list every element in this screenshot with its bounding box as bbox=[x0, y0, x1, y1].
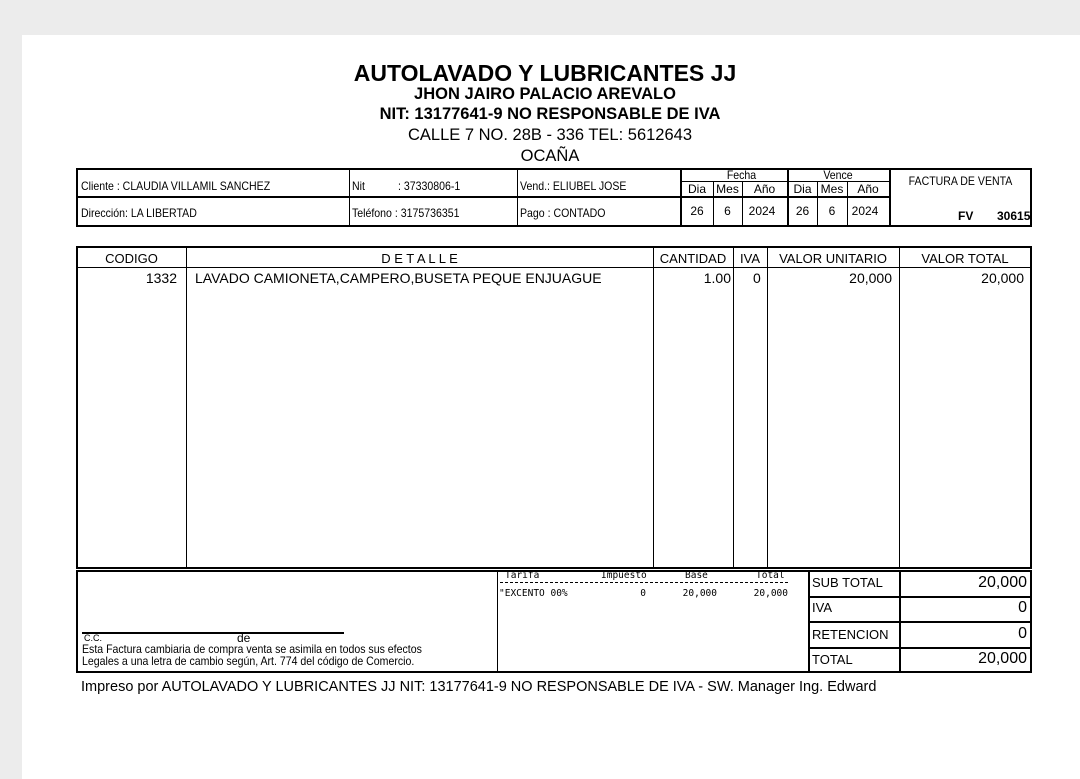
col-valor-unitario: VALOR UNITARIO bbox=[779, 251, 887, 266]
col-iva: IVA bbox=[740, 251, 760, 266]
tax-col-total: Total bbox=[756, 570, 785, 581]
vence-anio-header: Año bbox=[857, 182, 879, 196]
total-value: 20,000 bbox=[978, 650, 1027, 667]
tax-total: 20,000 bbox=[753, 588, 788, 599]
tax-col-base: Base bbox=[685, 570, 708, 581]
retencion-value: 0 bbox=[1018, 625, 1027, 642]
vence-mes: 6 bbox=[828, 204, 836, 218]
vence-anio: 2024 bbox=[851, 204, 879, 218]
vendedor: Vend.: ELIUBEL JOSE bbox=[520, 179, 627, 193]
pago: Pago : CONTADO bbox=[520, 206, 606, 220]
signature-line bbox=[82, 632, 344, 634]
tax-tarifa: "EXCENTO 00% bbox=[499, 588, 568, 599]
iva-label: IVA bbox=[812, 600, 832, 615]
items-table bbox=[76, 246, 1032, 569]
fecha-mes-header: Mes bbox=[716, 182, 739, 196]
retencion-label: RETENCION bbox=[812, 627, 889, 642]
item-detalle: LAVADO CAMIONETA,CAMPERO,BUSETA PEQUE ENJUAGUE bbox=[195, 270, 602, 286]
cc-label: C.C. bbox=[84, 633, 102, 643]
col-codigo: CODIGO bbox=[105, 251, 158, 266]
city: OCAÑA bbox=[520, 147, 580, 165]
cliente-label: Cliente bbox=[81, 179, 114, 193]
col-valor-total: VALOR TOTAL bbox=[921, 251, 1009, 266]
subtotal-label: SUB TOTAL bbox=[812, 575, 883, 590]
tax-base: 20,000 bbox=[682, 588, 717, 599]
legal-text-2: Legales a una letra de cambio según, Art. 774 del código de Comercio. bbox=[82, 654, 415, 668]
total-label: TOTAL bbox=[812, 652, 853, 667]
company-name: AUTOLAVADO Y LUBRICANTES JJ bbox=[353, 60, 737, 86]
cliente-value: : CLAUDIA VILLAMIL SANCHEZ bbox=[116, 179, 271, 193]
tax-col-tarifa: Tarifa bbox=[505, 570, 540, 581]
item-cantidad: 1.00 bbox=[703, 270, 731, 286]
vence-label: Vence bbox=[823, 168, 853, 182]
col-cantidad: CANTIDAD bbox=[659, 251, 727, 266]
tax-impuesto: 0 bbox=[640, 588, 646, 599]
fecha-mes: 6 bbox=[724, 204, 731, 218]
vence-mes-header: Mes bbox=[820, 182, 844, 196]
vence-dia-header: Dia bbox=[793, 182, 812, 196]
doc-number: 30615 bbox=[997, 209, 1031, 223]
iva-value: 0 bbox=[1018, 599, 1027, 616]
doc-type: FACTURA DE VENTA bbox=[908, 174, 1013, 188]
fecha-anio: 2024 bbox=[748, 204, 776, 218]
nit-line: NIT: 13177641-9 NO RESPONSABLE DE IVA bbox=[379, 105, 721, 123]
nit-label: Nit bbox=[352, 179, 365, 193]
legal-text-1: Esta Factura cambiaria de compra venta se asimila en todos sus efectos bbox=[82, 642, 422, 656]
col-detalle: D E T A L L E bbox=[381, 251, 458, 266]
item-total: 20,000 bbox=[981, 270, 1024, 286]
fecha-anio-header: Año bbox=[753, 182, 776, 196]
doc-prefix: FV bbox=[958, 209, 974, 223]
address: CALLE 7 NO. 28B - 336 TEL: 5612643 bbox=[407, 126, 693, 144]
fecha-label: Fecha bbox=[726, 168, 757, 182]
direccion: Dirección: LA LIBERTAD bbox=[81, 206, 197, 220]
item-unitario: 20,000 bbox=[849, 270, 892, 286]
item-codigo: 1332 bbox=[145, 270, 177, 286]
fecha-dia-header: Dia bbox=[687, 182, 706, 196]
fecha-dia: 26 bbox=[690, 204, 704, 218]
telefono: Teléfono : 3175736351 bbox=[352, 206, 460, 220]
printed-by-footer: Impreso por AUTOLAVADO Y LUBRICANTES JJ NIT: 13177641-9 NO RESPONSABLE DE IVA - SW. Manager Ing. Edward bbox=[81, 679, 877, 695]
tax-col-impuesto: Impuesto bbox=[601, 570, 647, 581]
owner-name: JHON JAIRO PALACIO AREVALO bbox=[414, 85, 676, 103]
item-iva: 0 bbox=[753, 270, 761, 286]
vence-dia: 26 bbox=[795, 204, 810, 218]
subtotal-value: 20,000 bbox=[978, 574, 1027, 591]
de-label: de bbox=[237, 631, 251, 645]
nit-value: : 37330806-1 bbox=[398, 179, 461, 193]
